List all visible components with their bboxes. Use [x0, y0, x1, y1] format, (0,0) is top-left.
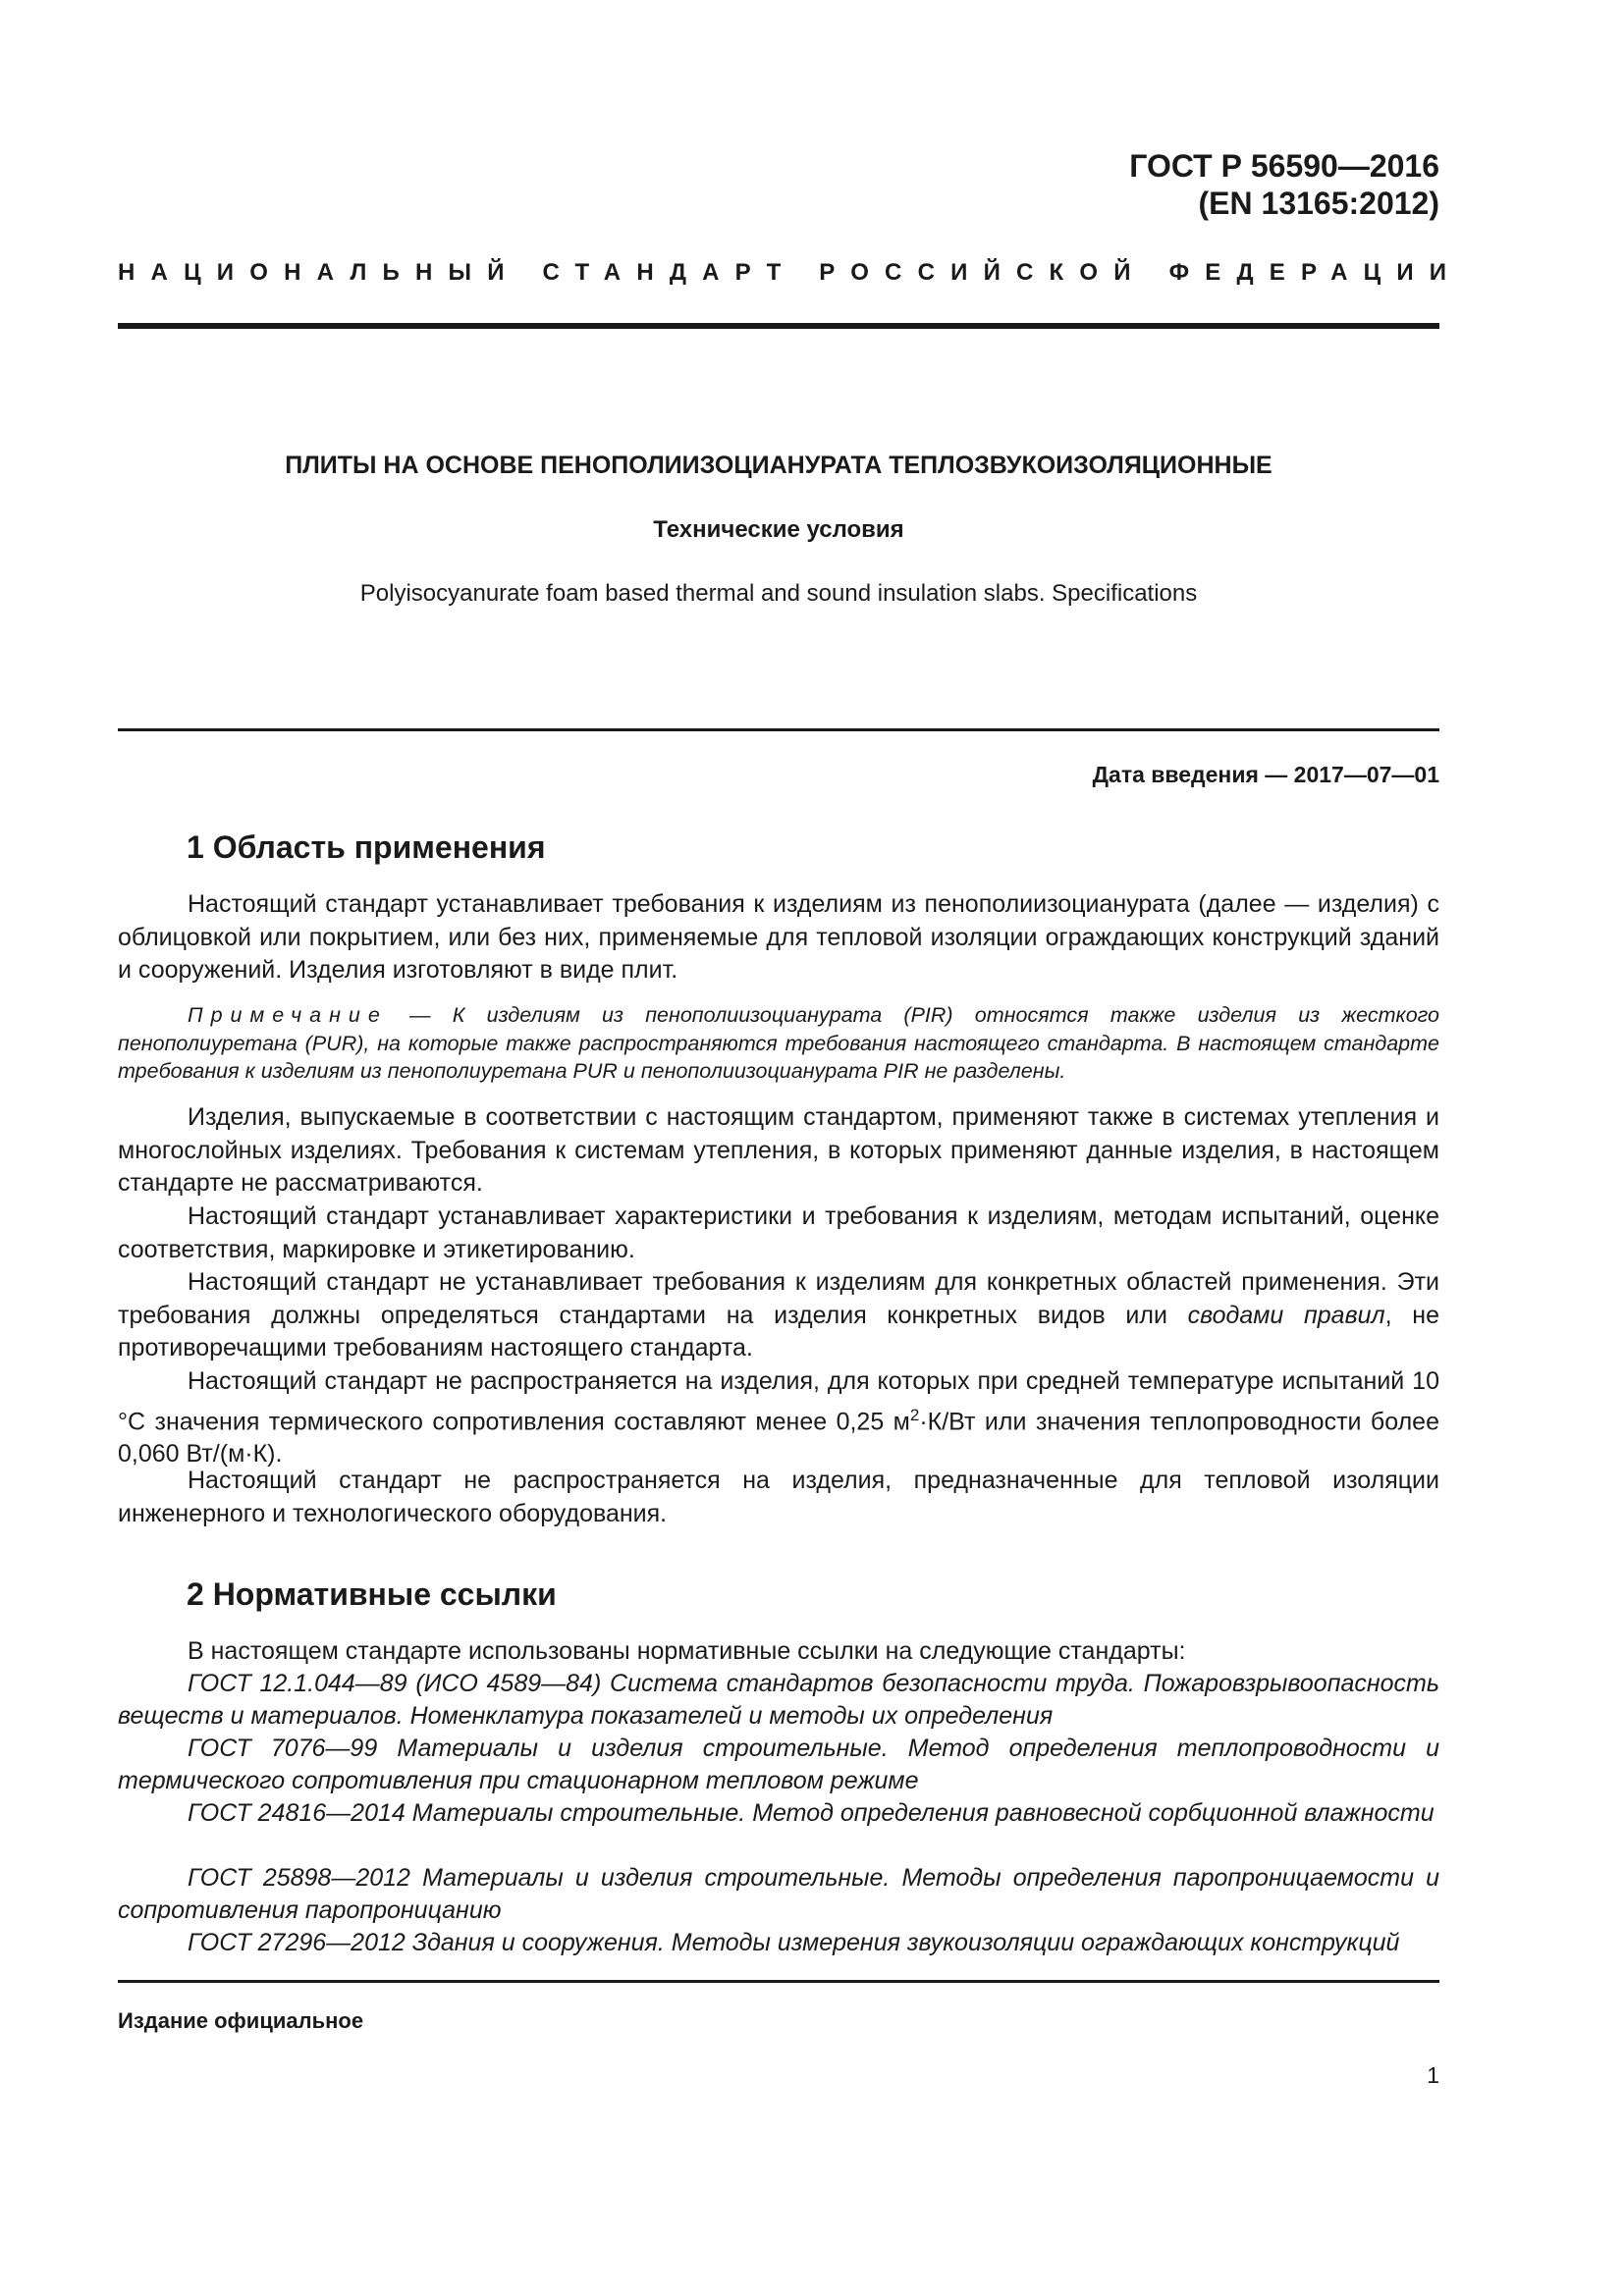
- paragraph-text: Настоящий стандарт не устанавливает требования к изделиям для конкретных областей применения. Эти требования должны определяться стандартами на изделия конкретных видов или: [118, 1268, 1439, 1329]
- note-label: Примечание: [188, 1003, 388, 1027]
- superscript-exponent: 2: [909, 1405, 920, 1424]
- normative-reference: [118, 1927, 1439, 1959]
- paragraph-text: Изделия, выпускаемые в соответствии с настоящим стандартом, применяют также в системах утепления и многослойных изделиях. Требования к системам утепления, в которых применяют данные изделия, в настоящем стандарте не рассматриваются.: [118, 1103, 1439, 1197]
- note-text: — К изделиям из пенополиизоцианурата (PIR) относятся также изделия из жесткого пенополиуретана (PUR), на которые также распространяются требования настоящего стандарта. В настоящем стандарте требования к изделиям из пенополиуретана PUR и пенополиизоцианурата PIR не разделены.: [118, 1003, 1439, 1083]
- section-1-paragraph-6: [118, 1465, 1439, 1530]
- official-edition-label: Издание официальное: [118, 2008, 364, 2033]
- reference-text: ГОСТ 27296—2012 Здания и сооружения. Методы измерения звукоизоляции ограждающих конструкций: [188, 1929, 1400, 1956]
- paragraph-text: Настоящий стандарт не распространяется на изделия, для которых при средней температуре испытаний 10 °С значения термического сопротивления составляют менее 0,25 м: [118, 1367, 1439, 1435]
- reference-text: ГОСТ 12.1.044—89 (ИСО 4589—84) Система стандартов безопасности труда. Пожаровзрывоопасность веществ и материалов. Номенклатура показателей и методы их определения: [118, 1670, 1439, 1730]
- normative-reference: [118, 1862, 1439, 1926]
- section-1-note: [118, 1001, 1439, 1086]
- header-divider: [118, 323, 1439, 329]
- section-1-paragraph-3: [118, 1201, 1439, 1266]
- paragraph-text-end: , не противоречащими требованиям настоящего стандарта.: [118, 1301, 1439, 1362]
- code-of-rules-term: сводами правил: [1187, 1301, 1385, 1329]
- title-divider: [118, 728, 1439, 731]
- paragraph-text: Настоящий стандарт устанавливает требования к изделиям из пенополиизоцианурата (далее — изделия) с облицовкой или покрытием, или без них, применяемые для тепловой изоляции ограждающих конструкций зданий и сооружений. Изделия изготовляют в виде плит.: [118, 890, 1439, 984]
- document-subtitle: Технические условия: [653, 516, 904, 543]
- section-1-paragraph-2: [118, 1101, 1439, 1201]
- paragraph-text: В настоящем стандарте использованы нормативные ссылки на следующие стандарты:: [188, 1637, 1186, 1665]
- section-2-heading: 2 Нормативные ссылки: [187, 1576, 557, 1612]
- section-1-paragraph-5: [118, 1365, 1439, 1471]
- en-number: (EN 13165:2012): [1198, 186, 1439, 221]
- paragraph-text-end: ·К/Вт или значения теплопроводности более 0,060 Вт/(м·К).: [118, 1407, 1439, 1468]
- paragraph-text: Настоящий стандарт устанавливает характеристики и требования к изделиям, методам испытаний, оценке соответствия, маркировке и этикетированию.: [118, 1202, 1439, 1263]
- footer-divider: [118, 1980, 1439, 1983]
- document-title: ПЛИТЫ НА ОСНОВЕ ПЕНОПОЛИИЗОЦИАНУРАТА ТЕПЛОЗВУКОИЗОЛЯЦИОННЫЕ: [285, 452, 1272, 479]
- section-2-intro: [118, 1635, 1439, 1669]
- document-title-english: Polyisocyanurate foam based thermal and sound insulation slabs. Specifications: [359, 580, 1198, 607]
- reference-text: ГОСТ 24816—2014 Материалы строительные. Метод определения равновесной сорбционной влажности: [188, 1799, 1435, 1827]
- reference-text: ГОСТ 25898—2012 Материалы и изделия строительные. Методы определения паропроницаемости и сопротивления паропроницанию: [118, 1864, 1439, 1924]
- section-1-paragraph-4: [118, 1266, 1439, 1365]
- introduction-date: Дата введения — 2017—07—01: [1092, 762, 1439, 787]
- national-standard-banner: НАЦИОНАЛЬНЫЙ СТАНДАРТ РОССИЙСКОЙ ФЕДЕРАЦИИ: [118, 259, 1463, 286]
- standard-code-block: [1129, 147, 1439, 222]
- paragraph-text: Настоящий стандарт не распространяется на изделия, предназначенные для тепловой изоляции инженерного и технологического оборудования.: [118, 1467, 1439, 1527]
- gost-number: ГОСТ Р 56590—2016: [1129, 148, 1439, 184]
- normative-reference: [118, 1797, 1439, 1830]
- section-1-paragraph-1: [118, 888, 1439, 988]
- page-number: 1: [1427, 2062, 1439, 2088]
- section-1-heading: 1 Область применения: [187, 829, 546, 865]
- reference-text: ГОСТ 7076—99 Материалы и изделия строительные. Метод определения теплопроводности и термического сопротивления при стационарном тепловом режиме: [118, 1735, 1439, 1794]
- normative-reference: [118, 1668, 1439, 1732]
- normative-reference: [118, 1733, 1439, 1796]
